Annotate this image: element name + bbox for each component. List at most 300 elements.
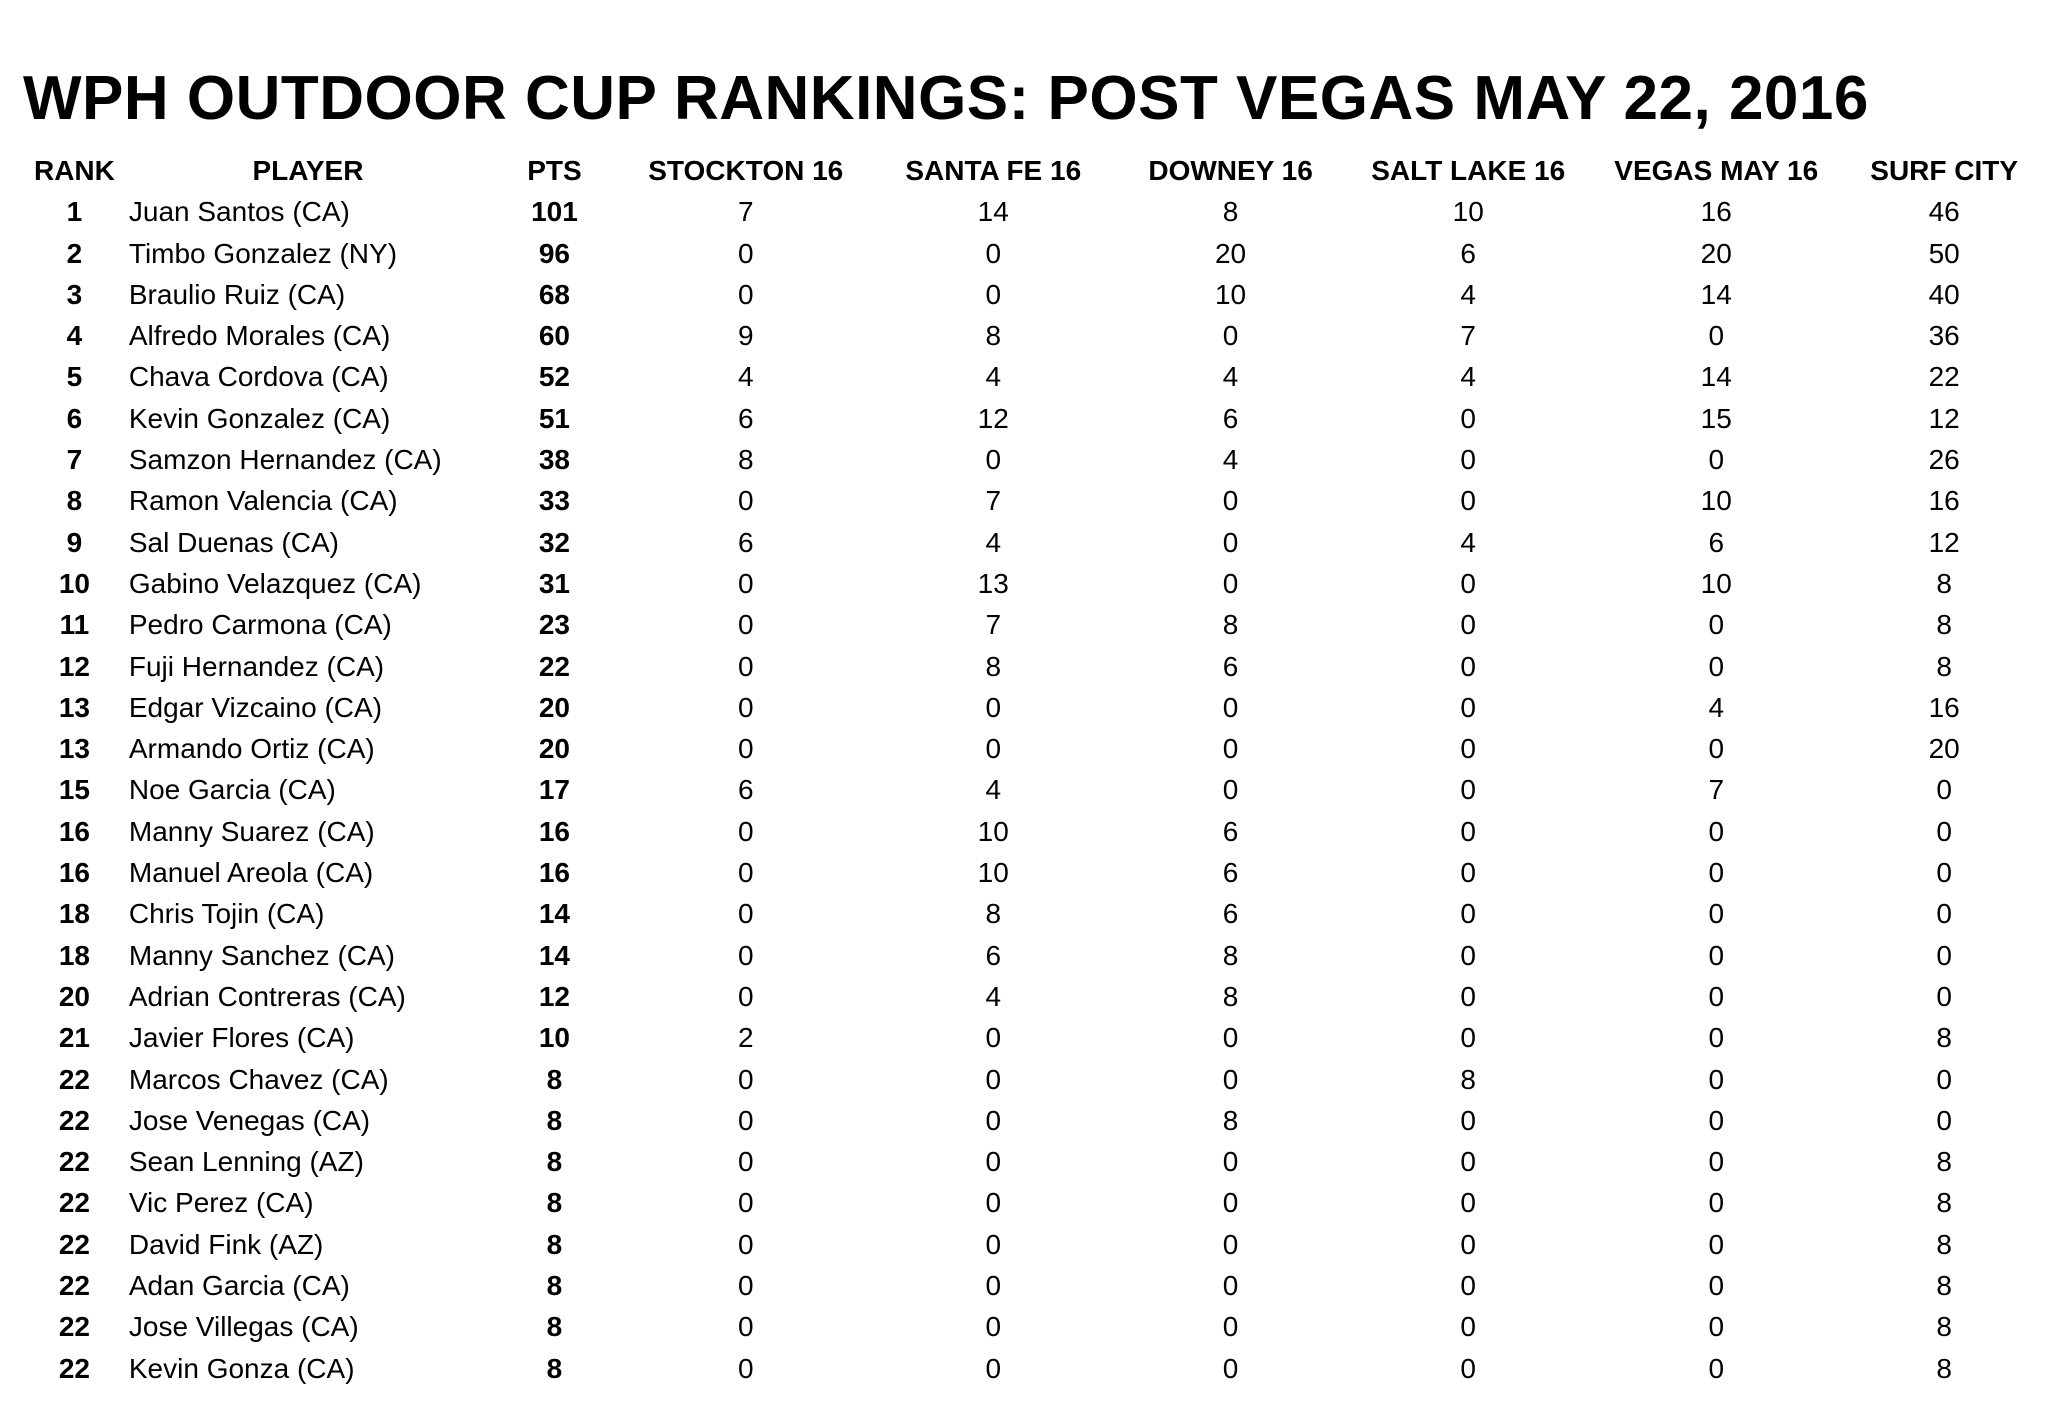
rank-cell: 13	[58, 691, 91, 723]
downey-points: 0	[1222, 1311, 1239, 1343]
points-cell: 17	[538, 774, 570, 806]
table-row	[20, 852, 2048, 893]
surf-city-points: 8	[1936, 1022, 1952, 1054]
stockton-points: 0	[737, 1187, 754, 1219]
col-header-salt-lake: SALT LAKE 16	[1371, 155, 1566, 186]
santa-fe-points: 0	[985, 1022, 1002, 1054]
rank-cell: 7	[66, 444, 83, 476]
vegas-points: 0	[1708, 815, 1725, 847]
rank-cell: 13	[58, 733, 91, 765]
surf-city-points: 12	[1928, 402, 1960, 434]
surf-city-points: 40	[1928, 278, 1960, 310]
vegas-points: 14	[1700, 278, 1732, 310]
surf-city-points: 8	[1936, 567, 1952, 599]
vegas-points: 0	[1708, 980, 1725, 1012]
rank-cell: 10	[58, 567, 91, 599]
rankings-body	[20, 191, 2048, 1389]
downey-points: 8	[1222, 1104, 1239, 1136]
salt-lake-points: 0	[1460, 857, 1476, 889]
santa-fe-points: 4	[985, 980, 1002, 1012]
downey-points: 0	[1222, 1063, 1239, 1095]
table-row	[20, 976, 2048, 1017]
points-cell: 16	[538, 815, 570, 847]
santa-fe-points: 0	[985, 1104, 1002, 1136]
santa-fe-points: 10	[977, 857, 1009, 889]
player-name: Chava Cordova (CA)	[128, 361, 389, 393]
rank-cell: 6	[66, 402, 83, 434]
table-row	[20, 191, 2048, 232]
stockton-points: 0	[737, 609, 754, 641]
downey-points: 4	[1222, 361, 1239, 393]
salt-lake-points: 0	[1460, 650, 1476, 682]
rankings-table	[20, 150, 2048, 1389]
points-cell: 8	[546, 1063, 563, 1095]
rank-cell: 16	[58, 815, 91, 847]
salt-lake-points: 0	[1460, 815, 1476, 847]
stockton-points: 6	[737, 774, 754, 806]
downey-points: 6	[1222, 815, 1239, 847]
downey-points: 0	[1222, 485, 1239, 517]
points-cell: 60	[538, 320, 570, 352]
santa-fe-points: 0	[985, 1311, 1002, 1343]
col-header-stockton: STOCKTON 16	[648, 155, 844, 186]
surf-city-points: 8	[1936, 1352, 1952, 1384]
santa-fe-points: 0	[985, 1063, 1002, 1095]
points-cell: 38	[538, 444, 570, 476]
vegas-points: 6	[1708, 526, 1725, 558]
santa-fe-points: 14	[977, 196, 1009, 228]
table-row	[20, 728, 2048, 769]
vegas-points: 0	[1708, 609, 1725, 641]
rank-cell: 22	[58, 1228, 91, 1260]
vegas-points: 0	[1708, 444, 1725, 476]
vegas-points: 0	[1708, 1187, 1725, 1219]
col-header-santa-fe: SANTA FE 16	[905, 155, 1082, 186]
table-row	[20, 769, 2048, 810]
rank-cell: 22	[58, 1270, 91, 1302]
surf-city-points: 8	[1936, 1270, 1952, 1302]
player-name: Alfredo Morales (CA)	[128, 320, 391, 352]
rank-cell: 22	[58, 1187, 91, 1219]
rank-cell: 12	[58, 650, 91, 682]
surf-city-points: 8	[1936, 1187, 1952, 1219]
vegas-points: 4	[1708, 691, 1725, 723]
salt-lake-points: 8	[1460, 1063, 1476, 1095]
santa-fe-points: 8	[985, 320, 1002, 352]
vegas-points: 0	[1708, 1104, 1725, 1136]
col-header-vegas: VEGAS MAY 16	[1614, 155, 1819, 186]
salt-lake-points: 0	[1460, 1311, 1476, 1343]
player-name: Braulio Ruiz (CA)	[128, 278, 346, 310]
table-row	[20, 439, 2048, 480]
vegas-points: 0	[1708, 320, 1725, 352]
player-name: Manuel Areola (CA)	[128, 857, 374, 889]
stockton-points: 9	[737, 320, 754, 352]
downey-points: 0	[1222, 1146, 1239, 1178]
page-title: WPH OUTDOOR CUP RANKINGS: POST VEGAS MAY 22, 2016	[23, 64, 1869, 133]
santa-fe-points: 8	[985, 650, 1002, 682]
player-name: Manny Sanchez (CA)	[128, 939, 395, 971]
salt-lake-points: 4	[1460, 526, 1476, 558]
santa-fe-points: 4	[985, 361, 1002, 393]
vegas-points: 0	[1708, 1146, 1725, 1178]
santa-fe-points: 7	[985, 485, 1002, 517]
santa-fe-points: 10	[977, 815, 1009, 847]
rank-cell: 3	[66, 278, 83, 310]
salt-lake-points: 0	[1460, 691, 1476, 723]
table-row	[20, 563, 2048, 604]
table-row	[20, 811, 2048, 852]
salt-lake-points: 0	[1460, 1187, 1476, 1219]
salt-lake-points: 0	[1460, 444, 1476, 476]
surf-city-points: 26	[1928, 444, 1960, 476]
surf-city-points: 16	[1928, 485, 1960, 517]
vegas-points: 10	[1700, 485, 1732, 517]
points-cell: 31	[538, 567, 570, 599]
salt-lake-points: 0	[1460, 1270, 1476, 1302]
player-name: David Fink (AZ)	[128, 1228, 324, 1260]
stockton-points: 0	[737, 1104, 754, 1136]
vegas-points: 0	[1708, 1311, 1725, 1343]
surf-city-points: 50	[1928, 237, 1960, 269]
rank-cell: 22	[58, 1104, 91, 1136]
vegas-points: 0	[1708, 733, 1725, 765]
stockton-points: 7	[737, 196, 754, 228]
table-row	[20, 1059, 2048, 1100]
santa-fe-points: 0	[985, 1228, 1002, 1260]
surf-city-points: 8	[1936, 1311, 1952, 1343]
player-name: Manny Suarez (CA)	[128, 815, 375, 847]
rank-cell: 18	[58, 939, 91, 971]
salt-lake-points: 0	[1460, 609, 1476, 641]
stockton-points: 4	[737, 361, 754, 393]
player-name: Pedro Carmona (CA)	[128, 609, 392, 641]
table-row	[20, 398, 2048, 439]
points-cell: 8	[546, 1187, 563, 1219]
salt-lake-points: 0	[1460, 1228, 1476, 1260]
points-cell: 8	[546, 1104, 563, 1136]
vegas-points: 0	[1708, 1228, 1725, 1260]
vegas-points: 0	[1708, 650, 1725, 682]
stockton-points: 0	[737, 815, 754, 847]
downey-points: 6	[1222, 898, 1239, 930]
player-name: Jose Venegas (CA)	[128, 1104, 371, 1136]
downey-points: 6	[1222, 650, 1239, 682]
salt-lake-points: 0	[1460, 1104, 1476, 1136]
surf-city-points: 8	[1936, 1228, 1952, 1260]
points-cell: 8	[546, 1270, 563, 1302]
table-row	[20, 1224, 2048, 1265]
stockton-points: 0	[737, 1228, 754, 1260]
stockton-points: 2	[737, 1022, 754, 1054]
table-row	[20, 1100, 2048, 1141]
santa-fe-points: 0	[985, 733, 1002, 765]
rank-cell: 22	[58, 1311, 91, 1343]
table-row	[20, 233, 2048, 274]
stockton-points: 8	[737, 444, 754, 476]
points-cell: 20	[538, 733, 570, 765]
rank-cell: 20	[58, 980, 91, 1012]
salt-lake-points: 7	[1460, 320, 1476, 352]
santa-fe-points: 0	[985, 1146, 1002, 1178]
downey-points: 0	[1222, 1022, 1239, 1054]
table-row	[20, 646, 2048, 687]
player-name: Armando Ortiz (CA)	[128, 733, 375, 765]
table-row	[20, 274, 2048, 315]
player-name: Gabino Velazquez (CA)	[128, 567, 422, 599]
player-name: Edgar Vizcaino (CA)	[128, 691, 383, 723]
vegas-points: 16	[1700, 196, 1732, 228]
vegas-points: 0	[1708, 898, 1725, 930]
points-cell: 68	[538, 278, 570, 310]
salt-lake-points: 10	[1452, 196, 1484, 228]
santa-fe-points: 0	[985, 444, 1002, 476]
vegas-points: 0	[1708, 939, 1725, 971]
salt-lake-points: 0	[1460, 1352, 1476, 1384]
vegas-points: 7	[1708, 774, 1725, 806]
surf-city-points: 8	[1936, 1146, 1952, 1178]
downey-points: 0	[1222, 1228, 1239, 1260]
rank-cell: 22	[58, 1146, 91, 1178]
table-row	[20, 893, 2048, 934]
vegas-points: 0	[1708, 1063, 1725, 1095]
points-cell: 22	[538, 650, 570, 682]
player-name: Marcos Chavez (CA)	[128, 1063, 389, 1095]
player-name: Juan Santos (CA)	[128, 196, 350, 228]
table-row	[20, 1348, 2048, 1389]
surf-city-points: 0	[1936, 815, 1952, 847]
salt-lake-points: 0	[1460, 402, 1476, 434]
points-cell: 23	[538, 609, 570, 641]
stockton-points: 0	[737, 278, 754, 310]
salt-lake-points: 0	[1460, 774, 1476, 806]
vegas-points: 0	[1708, 857, 1725, 889]
player-name: Sean Lenning (AZ)	[128, 1146, 364, 1178]
surf-city-points: 22	[1928, 361, 1960, 393]
salt-lake-points: 0	[1460, 567, 1476, 599]
surf-city-points: 0	[1936, 980, 1952, 1012]
surf-city-points: 12	[1928, 526, 1960, 558]
points-cell: 14	[538, 898, 570, 930]
player-name: Ramon Valencia (CA)	[128, 485, 398, 517]
downey-points: 10	[1214, 278, 1247, 310]
table-row	[20, 1182, 2048, 1223]
points-cell: 32	[538, 526, 570, 558]
rank-cell: 2	[66, 237, 83, 269]
downey-points: 0	[1222, 1187, 1239, 1219]
col-header-player: PLAYER	[252, 155, 364, 186]
vegas-points: 15	[1700, 402, 1732, 434]
salt-lake-points: 4	[1460, 361, 1476, 393]
rank-cell: 8	[66, 485, 83, 517]
rank-cell: 22	[58, 1352, 91, 1384]
downey-points: 0	[1222, 691, 1239, 723]
stockton-points: 0	[737, 237, 754, 269]
salt-lake-points: 0	[1460, 980, 1476, 1012]
salt-lake-points: 4	[1460, 278, 1476, 310]
santa-fe-points: 0	[985, 1270, 1002, 1302]
surf-city-points: 0	[1936, 774, 1952, 806]
downey-points: 6	[1222, 402, 1239, 434]
santa-fe-points: 6	[985, 939, 1002, 971]
points-cell: 8	[546, 1228, 563, 1260]
col-header-pts: PTS	[527, 155, 582, 186]
rank-cell: 22	[58, 1063, 91, 1095]
santa-fe-points: 4	[985, 526, 1002, 558]
stockton-points: 0	[737, 1311, 754, 1343]
downey-points: 8	[1222, 196, 1239, 228]
rank-cell: 11	[59, 609, 90, 641]
downey-points: 0	[1222, 1270, 1239, 1302]
downey-points: 8	[1222, 939, 1239, 971]
santa-fe-points: 12	[977, 402, 1009, 434]
santa-fe-points: 0	[985, 1352, 1002, 1384]
table-row	[20, 522, 2048, 563]
player-name: Jose Villegas (CA)	[128, 1311, 359, 1343]
points-cell: 51	[538, 402, 570, 434]
col-header-rank: RANK	[33, 155, 115, 186]
santa-fe-points: 0	[985, 278, 1002, 310]
santa-fe-points: 8	[985, 898, 1002, 930]
santa-fe-points: 13	[977, 567, 1009, 599]
downey-points: 20	[1214, 237, 1247, 269]
table-row	[20, 687, 2048, 728]
surf-city-points: 36	[1928, 320, 1960, 352]
stockton-points: 6	[737, 526, 754, 558]
rank-cell: 5	[66, 361, 83, 393]
stockton-points: 0	[737, 898, 754, 930]
col-header-surf-city: SURF CITY	[1870, 155, 2019, 186]
table-row	[20, 1141, 2048, 1182]
surf-city-points: 8	[1936, 650, 1952, 682]
stockton-points: 0	[737, 857, 754, 889]
vegas-points: 0	[1708, 1352, 1725, 1384]
col-header-downey: DOWNEY 16	[1148, 155, 1313, 186]
stockton-points: 0	[737, 691, 754, 723]
rank-cell: 16	[58, 857, 91, 889]
salt-lake-points: 0	[1460, 1022, 1476, 1054]
surf-city-points: 46	[1928, 196, 1960, 228]
player-name: Adrian Contreras (CA)	[128, 980, 406, 1012]
vegas-points: 0	[1708, 1022, 1725, 1054]
downey-points: 0	[1222, 733, 1239, 765]
table-row	[20, 935, 2048, 976]
player-name: Sal Duenas (CA)	[128, 526, 339, 558]
points-cell: 8	[546, 1311, 563, 1343]
points-cell: 12	[538, 980, 570, 1012]
vegas-points: 10	[1700, 567, 1732, 599]
vegas-points: 20	[1700, 237, 1732, 269]
surf-city-points: 8	[1936, 609, 1952, 641]
downey-points: 4	[1222, 444, 1239, 476]
player-name: Vic Perez (CA)	[128, 1187, 314, 1219]
points-cell: 52	[538, 361, 570, 393]
downey-points: 0	[1222, 320, 1239, 352]
table-row	[20, 315, 2048, 356]
downey-points: 0	[1222, 567, 1239, 599]
stockton-points: 0	[737, 1270, 754, 1302]
salt-lake-points: 0	[1460, 898, 1476, 930]
points-cell: 8	[546, 1146, 563, 1178]
surf-city-points: 0	[1936, 939, 1952, 971]
stockton-points: 0	[737, 485, 754, 517]
surf-city-points: 16	[1928, 691, 1960, 723]
rank-cell: 9	[66, 526, 83, 558]
stockton-points: 0	[737, 1146, 754, 1178]
player-name: Noe Garcia (CA)	[128, 774, 336, 806]
points-cell: 96	[538, 237, 570, 269]
rank-cell: 1	[66, 196, 83, 228]
stockton-points: 0	[737, 567, 754, 599]
vegas-points: 0	[1708, 1270, 1725, 1302]
rank-cell: 21	[58, 1022, 91, 1054]
player-name: Adan Garcia (CA)	[128, 1270, 350, 1302]
santa-fe-points: 4	[985, 774, 1002, 806]
points-cell: 101	[531, 196, 578, 228]
surf-city-points: 0	[1936, 898, 1952, 930]
player-name: Kevin Gonza (CA)	[128, 1352, 355, 1384]
points-cell: 16	[538, 857, 570, 889]
surf-city-points: 20	[1928, 733, 1960, 765]
table-row	[20, 1017, 2048, 1058]
points-cell: 20	[538, 691, 570, 723]
santa-fe-points: 0	[985, 1187, 1002, 1219]
santa-fe-points: 0	[985, 691, 1002, 723]
surf-city-points: 0	[1936, 1063, 1952, 1095]
table-row	[20, 356, 2048, 397]
player-name: Kevin Gonzalez (CA)	[128, 402, 391, 434]
stockton-points: 0	[737, 939, 754, 971]
santa-fe-points: 0	[985, 237, 1002, 269]
player-name: Chris Tojin (CA)	[128, 898, 325, 930]
vegas-points: 14	[1700, 361, 1732, 393]
downey-points: 0	[1222, 1352, 1239, 1384]
santa-fe-points: 7	[985, 609, 1002, 641]
stockton-points: 0	[737, 1352, 754, 1384]
points-cell: 33	[538, 485, 570, 517]
surf-city-points: 0	[1936, 857, 1952, 889]
downey-points: 6	[1222, 857, 1239, 889]
points-cell: 14	[538, 939, 570, 971]
downey-points: 8	[1222, 980, 1239, 1012]
stockton-points: 0	[737, 650, 754, 682]
player-name: Samzon Hernandez (CA)	[128, 444, 442, 476]
table-row	[20, 1265, 2048, 1306]
stockton-points: 0	[737, 980, 754, 1012]
player-name: Javier Flores (CA)	[128, 1022, 355, 1054]
player-name: Fuji Hernandez (CA)	[128, 650, 385, 682]
salt-lake-points: 0	[1460, 485, 1476, 517]
downey-points: 0	[1222, 526, 1239, 558]
points-cell: 8	[546, 1352, 563, 1384]
stockton-points: 0	[737, 733, 754, 765]
points-cell: 10	[538, 1022, 570, 1054]
header-row	[20, 150, 2048, 191]
player-name: Timbo Gonzalez (NY)	[128, 237, 398, 269]
surf-city-points: 0	[1936, 1104, 1952, 1136]
downey-points: 8	[1222, 609, 1239, 641]
stockton-points: 0	[737, 1063, 754, 1095]
table-row	[20, 604, 2048, 645]
table-row	[20, 480, 2048, 521]
salt-lake-points: 0	[1460, 1146, 1476, 1178]
salt-lake-points: 0	[1460, 733, 1476, 765]
table-row	[20, 1306, 2048, 1347]
salt-lake-points: 0	[1460, 939, 1476, 971]
salt-lake-points: 6	[1460, 237, 1476, 269]
rank-cell: 15	[58, 774, 91, 806]
rank-cell: 18	[58, 898, 91, 930]
